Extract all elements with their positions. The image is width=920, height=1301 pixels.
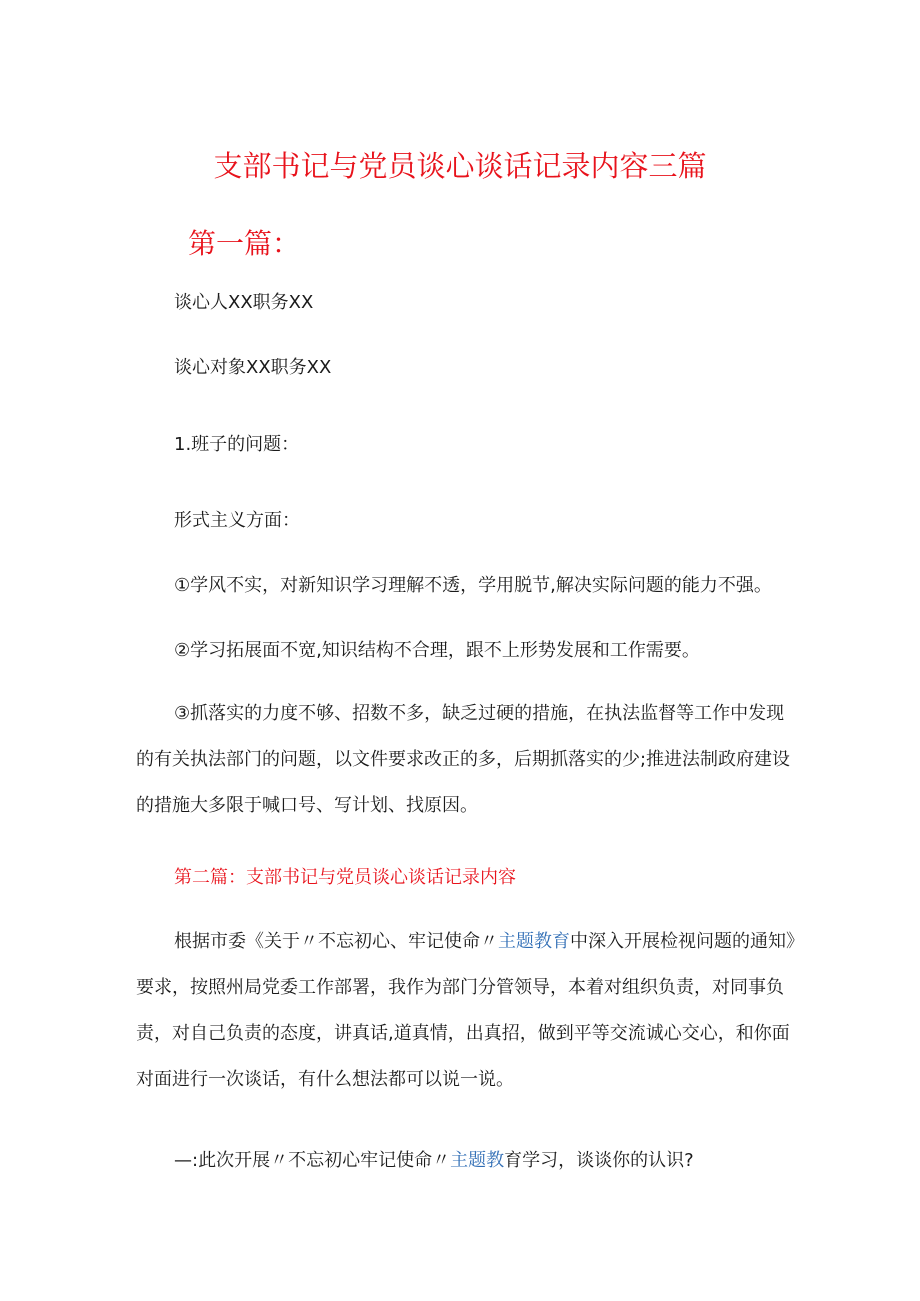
list-item-2: ②学习拓展面不宽,知识结构不合理，跟不上形势发展和工作需要。 (174, 640, 700, 661)
talker-line: 谈心人XX职务XX (174, 292, 314, 313)
list-item-1: ①学风不实，对新知识学习理解不透，学用脱节,解决实际问题的能力不强。 (174, 575, 772, 596)
list-item-3: ③抓落实的力度不够、招数不多，缺乏过硬的措施，在执法监督等工作中发现的有关执法部门的问题，以文件要求改正的多，后期抓落实的少;推进法制政府建设的措施大多限于喊口号、写计划、找原因。 (136, 703, 791, 816)
theme-education-link[interactable]: 主题教育 (498, 931, 570, 952)
intro-text-pre: 根据市委《关于〃不忘初心、牢记使命〃 (174, 931, 498, 952)
section-heading-part2: 第二篇：支部书记与党员谈心谈话记录内容 (174, 867, 516, 888)
target-line: 谈心对象XX职务XX (174, 357, 332, 378)
intro-paragraph (136, 919, 796, 1103)
question-1: 1.班子的问题： (174, 434, 300, 455)
question-text-pre: —:此次开展〃不忘初心牢记使命〃 (174, 1150, 451, 1171)
theme-education-link-2[interactable]: 主题教 (450, 1150, 505, 1171)
question-text-post: 育学习，谈谈你的认识? (504, 1150, 694, 1171)
section-heading-part1: 第一篇： (188, 227, 301, 260)
intro-text-post: 中深入开展检视问题的通知》要求，按照州局党委工作部署，我作为部门分管领导，本着对组织负责，对同事负责，对自己负责的态度，讲真话,道真情，出真招，做到平等交流诚心交心，和你面对面进行一次谈话，有什么想法都可以说一说。 (136, 931, 795, 1090)
question-line (174, 1150, 694, 1172)
document-title: 支部书记与党员谈心谈话记录内容三篇 (213, 149, 707, 183)
formalism-heading: 形式主义方面： (174, 510, 300, 531)
